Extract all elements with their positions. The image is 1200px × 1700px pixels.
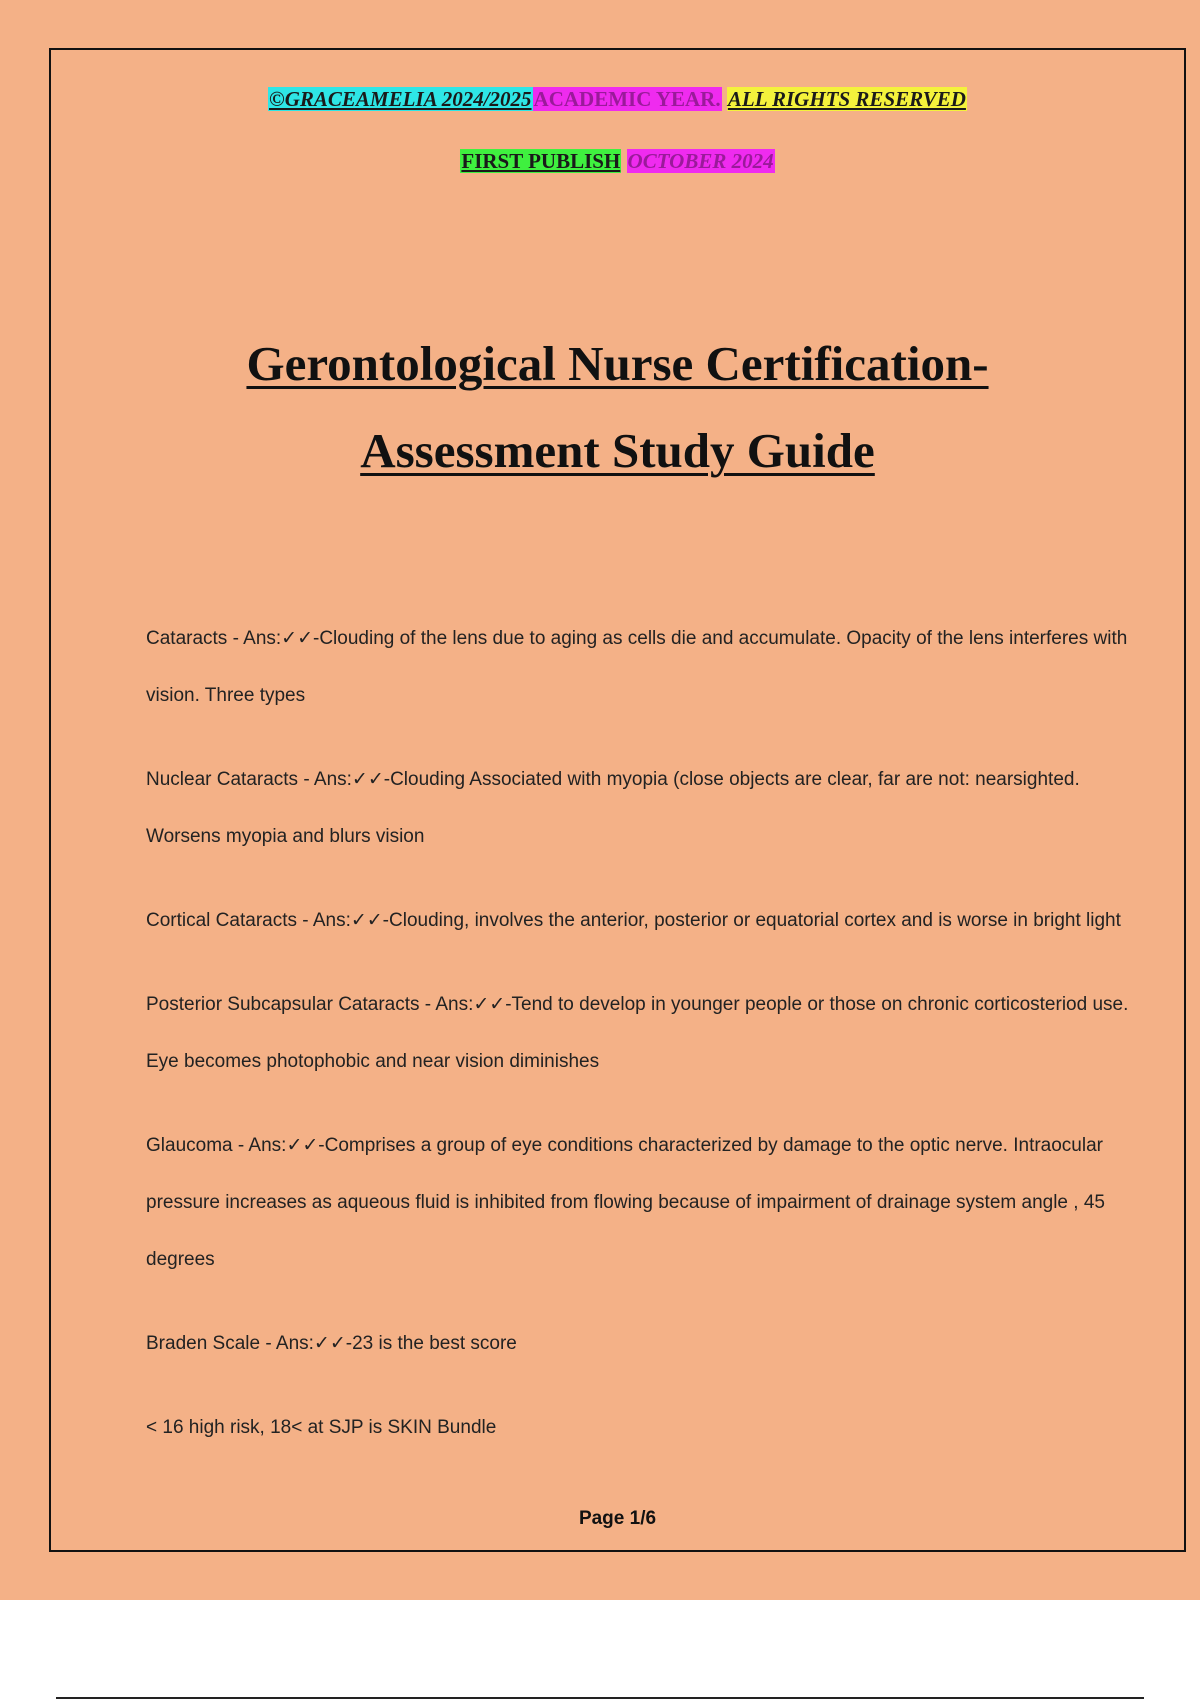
publish-date-text: OCTOBER 2024 <box>627 149 774 173</box>
academic-year-text: ACADEMIC YEAR. <box>533 87 721 111</box>
document-title <box>51 320 1184 494</box>
first-publish-text: FIRST PUBLISH <box>461 149 621 173</box>
entry-posterior-subcapsular-cataracts: Posterior Subcapsular Cataracts - Ans:✓✓-Tend to develop in younger people or those on chronic corticosteriod use. Eye becomes photophobic and near vision diminishes <box>146 994 1129 1072</box>
page-border-frame <box>49 48 1186 1552</box>
page-number: Page 1/6 <box>578 1508 657 1529</box>
rights-reserved-text: ALL RIGHTS RESERVED <box>727 87 966 111</box>
document-title-line-2: Assessment Study Guide <box>360 423 875 478</box>
publish-banner <box>51 148 1184 174</box>
copyright-text: ©GRACEAMELIA 2024/2025 <box>269 87 532 111</box>
entry-glaucoma: Glaucoma - Ans:✓✓-Comprises a group of eye conditions characterized by damage to the optic nerve. Intraocular pressure increases as aqueous fluid is inhibited from flowing because of impairment of drainage system angle , 45 degrees <box>146 1135 1105 1270</box>
entry-braden-scale: Braden Scale - Ans:✓✓-23 is the best score <box>146 1333 517 1354</box>
study-guide-entries <box>146 610 1136 1483</box>
copyright-banner <box>51 86 1184 112</box>
document-title-line-1: Gerontological Nurse Certification- <box>246 336 989 391</box>
entry-cortical-cataracts: Cortical Cataracts - Ans:✓✓-Clouding, involves the anterior, posterior or equatorial cortex and is worse in bright light <box>146 910 1121 931</box>
entry-nuclear-cataracts: Nuclear Cataracts - Ans:✓✓-Clouding Associated with myopia (close objects are clear, far are not: nearsighted. Worsens myopia and blurs vision <box>146 769 1080 847</box>
entry-braden-risk: < 16 high risk, 18< at SJP is SKIN Bundle <box>146 1417 497 1438</box>
entry-cataracts: Cataracts - Ans:✓✓-Clouding of the lens due to aging as cells die and accumulate. Opacity of the lens interferes with vision. Three types <box>146 628 1128 706</box>
bottom-divider <box>56 1697 1144 1699</box>
